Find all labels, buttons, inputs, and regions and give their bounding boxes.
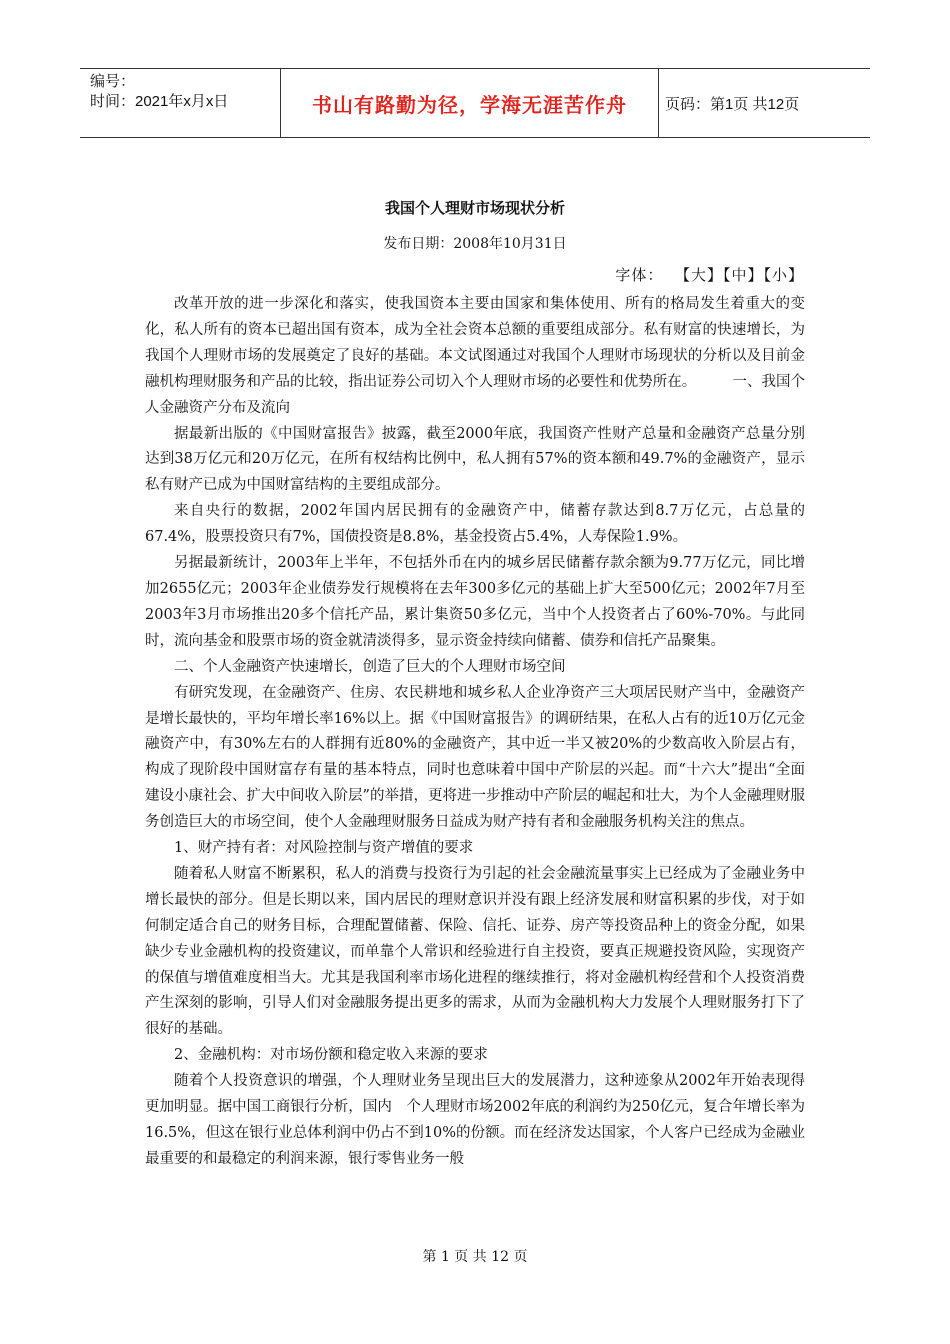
publish-date: 发布日期：2008年10月31日 <box>383 236 567 252</box>
paragraph: 随着个人投资意识的增强，个人理财业务呈现出巨大的发展潜力，这种迹象从2002年开始表现得更加明显。据中国工商银行分析，国内 个人理财市场2002年底的利润约为250亿元，复合年增长率为16.5%，但这在银行业总体利润中仍占不到10%的份额。而在经济发达国家，个人客户已经成为金融业最重要的和最稳定的利润来源，银行零售业务一般 <box>145 1073 805 1167</box>
font-size-large-link[interactable]: 【大】 <box>674 266 723 284</box>
paragraph: 有研究发现，在金融资产、住房、农民耕地和城乡私人企业净资产三大项居民财产当中，金融资产是增长最快的，平均年增长率16%以上。据《中国财富报告》的调研结果，在私人占有的近10万亿元金融资产中，有30%左右的人群拥有近80%的金融资产，其中近一半又被20%的少数高收入阶层占有，构成了现阶段中国财富存有量的基本特点，同时也意味着中国中产阶层的兴起。而“十六大”提出“全面建设小康社会、扩大中间收入阶层”的举措，更将进一步推动中产阶层的崛起和壮大，为个人金融理财服务创造巨大的市场空间，使个人金融理财服务日益成为财产持有者和金融服务机构关注的焦点。 <box>145 684 805 831</box>
paragraph: 来自央行的数据，2002年国内居民拥有的金融资产中，储蓄存款达到8.7万亿元，占总量的67.4%，股票投资只有7%，国债投资是8.8%，基金投资占5.4%，人寿保险1.9%。 <box>145 503 805 546</box>
time-label: 时间：2021年x月x日 <box>90 93 229 110</box>
header-page-info: 页码：第1页 共12页 <box>665 95 800 113</box>
paragraph: 据最新出版的《中国财富报告》披露，截至2000年底，我国资产性财产总量和金融资产总量分别达到38万亿元和20万亿元，在所有权结构比例中，私人拥有57%的资本额和49.7%的金融资产，显示私有财产已成为中国财富结构的主要组成部分。 <box>145 425 805 494</box>
paragraph: 改革开放的进一步深化和落实，使我国资本主要由国家和集体使用、所有的格局发生着重大的变化，私人所有的资本已超出国有资本，成为全社会资本总额的重要组成部分。私有财富的快速增长，为我国个人理财市场的发展奠定了良好的基础。本文试图通过对我国个人理财市场现状的分析以及目前金融机构理财服务和产品的比较，指出证券公司切入个人理财市场的必要性和优势所在。 一、我国个人金融资产分布及流向 <box>145 296 805 416</box>
font-size-label: 字体： <box>615 266 664 284</box>
paragraph: 随着私人财富不断累积，私人的消费与投资行为引起的社会金融流量事实上已经成为了金融业务中增长最快的部分。但是长期以来，国内居民的理财意识并没有跟上经济发展和财富积累的步伐，对于如何制定适合自己的财务目标，合理配置储蓄、保险、信托、证券、房产等投资品种上的资金分配，如果缺少专业金融机构的投资建议，而单靠个人常识和经验进行自主投资，要真正规避投资风险，实现资产的保值与增值难度相当大。尤其是我国利率市场化进程的继续推行，将对金融机构经营和个人投资消费产生深刻的影响，引导人们对金融服务提出更多的需求，从而为金融机构大力发展个人理财服务打下了很好的基础。 <box>145 865 805 1038</box>
paragraph: 另据最新统计，2003年上半年，不包括外币在内的城乡居民储蓄存款余额为9.77万亿元，同比增加2655亿元；2003年企业债券发行规模将在去年300多亿元的基础上扩大至500亿元；2002年7月至2003年3月市场推出20多个信托产品，累计集资50多亿元，当中个人投资者占了60%-70%。与此同时，流向基金和股票市场的资金就清淡得多，显示资金持续向储蓄、债券和信托产品聚集。 <box>145 555 805 649</box>
header-meta <box>80 69 280 137</box>
subsection-heading: 2、金融机构：对市场份额和稳定收入来源的要求 <box>174 1047 488 1064</box>
font-size-medium-link[interactable]: 【中】 <box>722 266 764 284</box>
number-label: 编号： <box>90 73 136 90</box>
article-body <box>145 292 805 1173</box>
section-heading: 二、个人金融资产快速增长，创造了巨大的个人理财市场空间 <box>174 658 566 675</box>
page-footer: 第 1 页 共 12 页 <box>422 1249 528 1265</box>
subsection-heading: 1、财产持有者：对风险控制与资产增值的要求 <box>174 840 474 857</box>
header-motto: 书山有路勤为径，学海无涯苦作舟 <box>280 69 659 137</box>
font-size-small-link[interactable]: 【小】 <box>763 266 804 284</box>
font-size-selector <box>615 264 804 285</box>
document-title: 我国个人理财市场现状分析 <box>384 199 565 217</box>
header-table <box>80 68 870 138</box>
